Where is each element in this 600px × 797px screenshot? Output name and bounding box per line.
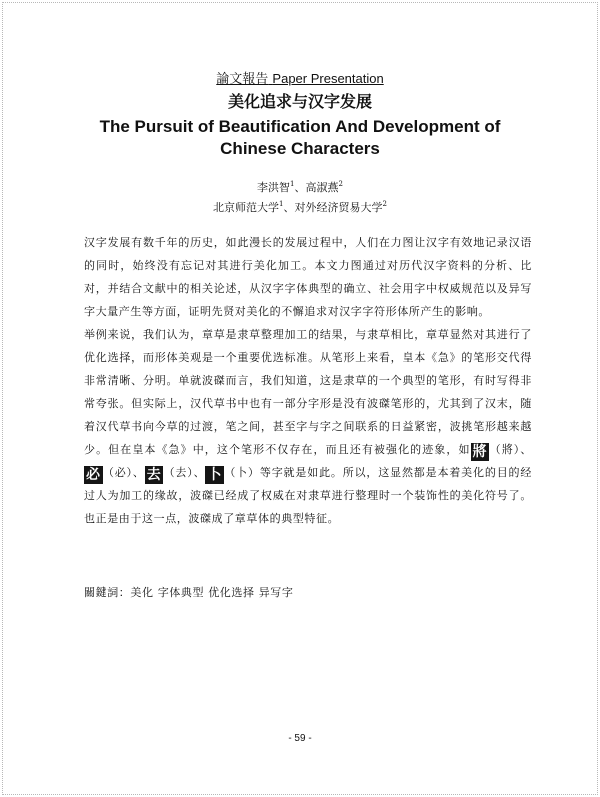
abstract-body — [84, 231, 532, 530]
affiliation-1: 北京师范大学 — [213, 201, 280, 214]
glyph-separator: 、 — [520, 443, 532, 456]
affiliation-1-sup: 1 — [279, 200, 284, 208]
glyph-label-bu: （卜） — [224, 466, 260, 479]
glyph-label-bi: （必） — [102, 466, 133, 479]
title-english: The Pursuit of Beautification And Development of Chinese Characters — [99, 117, 501, 158]
glyph-separator: 、 — [132, 466, 145, 479]
affiliation-2: 对外经济贸易大学 — [294, 201, 383, 214]
calligraphy-glyph-qu: 去 — [146, 467, 162, 483]
author-line — [0, 176, 600, 196]
paper-header — [0, 70, 600, 216]
calligraphy-glyph-bi: 必 — [86, 467, 101, 483]
paragraph-2-tail: 等字就是如此。所以，这显然都是本着美化的目的经过人为加工的缘故，波磔已经成了权威在对隶草进行整理时一个装饰性的美化符号了。也正是由于这一点，波磔成了章草体的典型特征。 — [84, 466, 532, 525]
affiliation-separator: 、 — [283, 201, 295, 214]
keywords-label: 關鍵詞： — [84, 586, 131, 599]
paragraph-2-text: 举例来说，我们认为，章草是隶草整理加工的结果，与隶草相比，章草显然对其进行了优化选择，而形体美观是一个重要优选标准。从笔形上来看，皇本《急》的笔形交代得非常清晰、分明。单就波磔而言，我们知道，这是隶草的一个典型的笔形，有时写得非常夸张。但实际上，汉代草书中也有一部分字形是没有波磔笔形的，尤其到了汉末，随着汉代草书向今草的过渡，笔之间，甚至字与字之间联系的日益紧密，波挑笔形越来越少。但在皇本《急》中，这个笔形不仅存在，而且还有被强化的迹象，如 — [84, 328, 532, 456]
affiliation-2-sup: 2 — [382, 200, 387, 208]
author-2: 高淑燕 — [305, 181, 339, 194]
author-separator: 、 — [294, 181, 306, 194]
calligraphy-glyph-jiang: 將 — [472, 444, 488, 460]
author-1-sup: 1 — [290, 180, 295, 188]
glyph-label-jiang: （將） — [489, 443, 521, 456]
title-chinese: 美化追求与汉字发展 — [227, 92, 372, 111]
author-2-sup: 2 — [338, 180, 343, 188]
abstract-paragraph-2 — [84, 323, 532, 530]
section-label-cn: 論文報告 — [216, 72, 269, 87]
glyph-label-qu: （去） — [163, 466, 194, 479]
abstract-paragraph-1: 汉字发展有数千年的历史，如此漫长的发展过程中，人们在力图让汉字有效地记录汉语的同时，始终没有忘记对其进行美化加工。本文力图通过对历代汉字资料的分析、比对，并结合文献中的相关论述，从汉字字体典型的确立、社会用字中权威规范以及异写字大量产生等方面，证明先贤对美化的不懈追求对汉字字符形体所产生的影响。 — [84, 236, 532, 318]
section-label — [0, 70, 600, 89]
affiliation-line — [0, 196, 600, 216]
keywords-line — [84, 584, 294, 602]
section-label-en: Paper Presentation — [272, 71, 384, 86]
page-number: - 59 - — [288, 733, 312, 744]
calligraphy-glyph-bu: 卜 — [207, 467, 223, 483]
author-1: 李洪智 — [257, 181, 291, 194]
keywords-items: 美化 字体典型 优化选择 异写字 — [130, 586, 294, 599]
glyph-separator: 、 — [193, 466, 206, 479]
